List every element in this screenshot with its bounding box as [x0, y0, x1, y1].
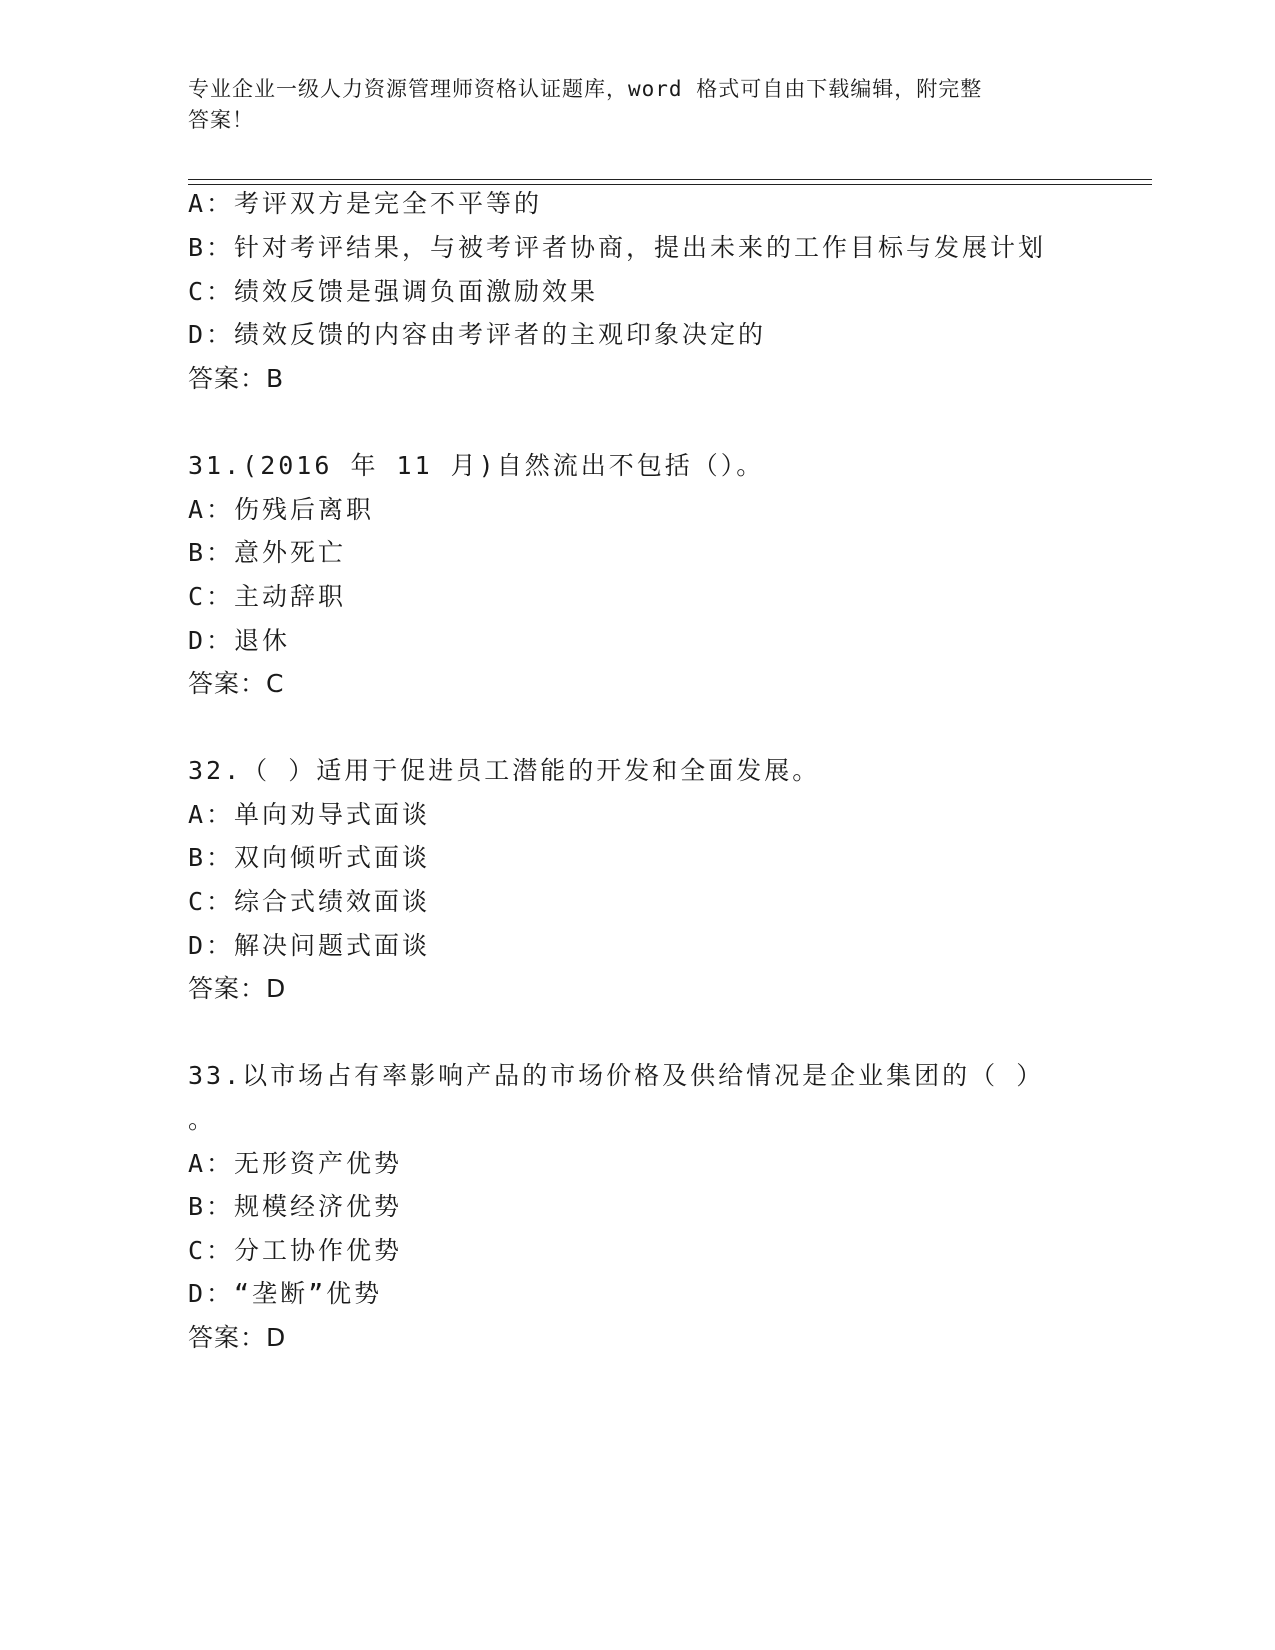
header-line-2: 答案！ — [188, 108, 254, 132]
q33-option-c: C：分工协作优势 — [188, 1236, 403, 1265]
header-divider-top — [188, 179, 1152, 180]
q33-option-b: B：规模经济优势 — [188, 1192, 403, 1221]
header-divider-bottom — [188, 184, 1152, 185]
q31-option-c: C：主动辞职 — [188, 582, 347, 611]
q31-option-a: A：伤残后离职 — [188, 495, 375, 524]
q31-option-b: B：意外死亡 — [188, 538, 347, 567]
q30-answer: 答案：B — [188, 364, 285, 393]
q30-option-a: A：考评双方是完全不平等的 — [188, 189, 543, 218]
document-header — [188, 74, 1068, 136]
q33-stem-continued: 。 — [188, 1105, 217, 1134]
header-line-1: 专业企业一级人力资源管理师资格认证题库，word 格式可自由下载编辑，附完整 — [188, 77, 983, 101]
q32-option-b: B：双向倾听式面谈 — [188, 843, 431, 872]
q32-option-d: D：解决问题式面谈 — [188, 931, 431, 960]
q31-option-d: D：退休 — [188, 626, 291, 655]
q33-option-d: D：“垄断”优势 — [188, 1279, 383, 1308]
q31-stem: 31.(2016 年 11 月)自然流出不包括（）。 — [188, 451, 765, 480]
q32-option-c: C：综合式绩效面谈 — [188, 887, 431, 916]
q33-stem: 33.以市场占有率影响产品的市场价格及供给情况是企业集团的（ ） — [188, 1061, 1045, 1090]
q30-option-c: C：绩效反馈是强调负面激励效果 — [188, 277, 599, 306]
q33-option-a: A：无形资产优势 — [188, 1149, 403, 1178]
q31-answer: 答案：C — [188, 669, 285, 698]
q33-answer: 答案：D — [188, 1323, 287, 1352]
q32-option-a: A：单向劝导式面谈 — [188, 800, 431, 829]
q32-stem: 32.（ ）适用于促进员工潜能的开发和全面发展。 — [188, 756, 821, 785]
q30-option-b: B：针对考评结果，与被考评者协商，提出未来的工作目标与发展计划 — [188, 233, 1047, 262]
q32-answer: 答案：D — [188, 974, 287, 1003]
q30-option-d: D：绩效反馈的内容由考评者的主观印象决定的 — [188, 320, 767, 349]
